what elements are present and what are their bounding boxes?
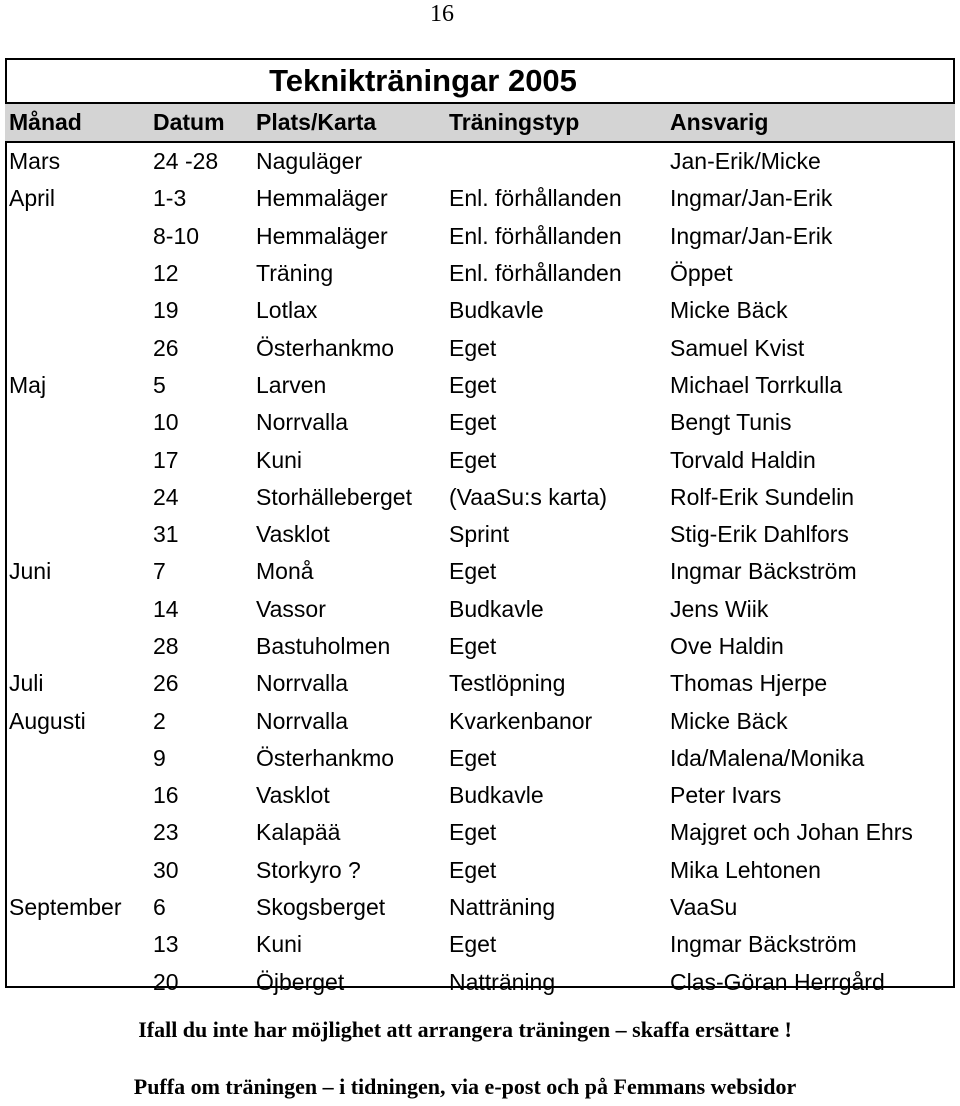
cell-month xyxy=(5,255,153,292)
cell-date: 19 xyxy=(153,297,179,324)
cell-date: 20 xyxy=(153,968,179,995)
table-row xyxy=(5,628,955,665)
cell-responsible: Michael Torrkulla xyxy=(670,371,843,398)
cell-place: Norrvalla xyxy=(256,409,349,436)
cell-responsible: Stig-Erik Dahlfors xyxy=(670,521,849,548)
cell-month xyxy=(5,404,153,441)
cell-training-type: Eget xyxy=(449,744,497,771)
cell-month: Maj xyxy=(9,371,47,398)
schedule-table xyxy=(5,102,955,1001)
cell-training-type: Eget xyxy=(449,371,497,398)
cell-month xyxy=(5,777,153,814)
table-row xyxy=(5,292,955,329)
cell-responsible: Öppet xyxy=(670,260,733,287)
cell-month xyxy=(5,814,153,851)
cell-responsible: Jens Wiik xyxy=(670,595,769,622)
cell-date: 26 xyxy=(153,334,179,361)
cell-date: 28 xyxy=(153,633,179,659)
cell-training-type: Enl. förhållanden xyxy=(449,185,622,212)
table-row xyxy=(5,479,955,516)
cell-place: Skogsberget xyxy=(256,894,386,921)
cell-place: Storkyro ? xyxy=(256,856,361,883)
table-row xyxy=(5,553,955,590)
cell-month xyxy=(5,218,153,255)
cell-date: 30 xyxy=(153,856,179,883)
cell-training-type: Enl. förhållanden xyxy=(449,260,622,287)
column-header-month: Månad xyxy=(5,103,153,142)
cell-training-type: Eget xyxy=(449,856,497,883)
cell-place: Vasklot xyxy=(256,521,330,548)
cell-place: Bastuholmen xyxy=(256,633,391,659)
cell-date: 24 -28 xyxy=(153,148,219,175)
cell-month xyxy=(5,292,153,329)
cell-training-type: Enl. förhållanden xyxy=(449,222,622,249)
column-header-date: Datum xyxy=(153,103,256,142)
cell-date: 8-10 xyxy=(153,222,200,249)
cell-responsible: Majgret och Johan Ehrs xyxy=(670,819,913,846)
cell-month xyxy=(5,740,153,777)
cell-date: 14 xyxy=(153,595,179,622)
cell-training-type: Eget xyxy=(449,819,497,846)
cell-date: 23 xyxy=(153,819,179,846)
promotion-note: Puffa om träningen – i tidningen, via e-post och på Femmans websidor xyxy=(133,1074,797,1099)
column-header-responsible: Ansvarig xyxy=(670,103,955,142)
cell-month xyxy=(5,964,153,1001)
cell-training-type: (VaaSu:s karta) xyxy=(449,483,608,510)
cell-training-type: Eget xyxy=(449,558,497,585)
cell-month xyxy=(5,591,153,628)
cell-place: Norrvalla xyxy=(256,707,349,734)
cell-date: 5 xyxy=(153,371,166,398)
cell-place: Naguläger xyxy=(256,148,363,175)
table-row xyxy=(5,516,955,553)
cell-training-type: Budkavle xyxy=(449,595,544,622)
cell-place: Lotlax xyxy=(256,297,318,324)
page-title: Teknikträningar 2005 xyxy=(269,63,577,98)
cell-month xyxy=(5,852,153,889)
cell-month: Augusti xyxy=(9,707,86,734)
cell-responsible: Rolf-Erik Sundelin xyxy=(670,483,855,510)
cell-place: Vasklot xyxy=(256,782,330,809)
cell-training-type: Sprint xyxy=(449,521,510,548)
cell-place: Träning xyxy=(256,260,334,287)
cell-date: 24 xyxy=(153,483,179,510)
cell-place: Österhankmo xyxy=(256,334,395,361)
cell-place: Norrvalla xyxy=(256,670,349,697)
cell-month: Juli xyxy=(9,670,44,697)
cell-responsible: Samuel Kvist xyxy=(670,334,805,361)
cell-responsible: Bengt Tunis xyxy=(670,409,792,436)
column-header-training-type: Träningstyp xyxy=(449,103,670,142)
header-row xyxy=(5,103,955,142)
column-header-place: Plats/Karta xyxy=(256,103,449,142)
cell-training-type xyxy=(449,142,670,180)
cell-month: Mars xyxy=(9,148,61,175)
cell-training-type: Testlöpning xyxy=(449,670,566,697)
cell-month: Juni xyxy=(9,558,52,585)
table-row xyxy=(5,926,955,963)
cell-date: 13 xyxy=(153,931,179,958)
cell-training-type: Natträning xyxy=(449,894,556,921)
cell-responsible: Micke Bäck xyxy=(670,297,788,324)
cell-responsible: Torvald Haldin xyxy=(670,446,816,473)
cell-month xyxy=(5,479,153,516)
page-number: 16 xyxy=(430,1,454,27)
cell-training-type: Natträning xyxy=(449,968,556,995)
table-row xyxy=(5,404,955,441)
cell-responsible: Jan-Erik/Micke xyxy=(670,148,821,175)
cell-date: 7 xyxy=(153,558,166,585)
table-row xyxy=(5,740,955,777)
cell-responsible: Ingmar/Jan-Erik xyxy=(670,222,833,249)
cell-month xyxy=(5,516,153,553)
cell-responsible: Mika Lehtonen xyxy=(670,856,821,883)
table-row xyxy=(5,814,955,851)
cell-place: Vassor xyxy=(256,595,326,622)
table-row xyxy=(5,964,955,1001)
cell-training-type: Eget xyxy=(449,931,497,958)
table-row xyxy=(5,441,955,478)
cell-responsible: Ingmar Bäckström xyxy=(670,931,857,958)
cell-place: Öjberget xyxy=(256,968,345,995)
cell-date: 17 xyxy=(153,446,179,473)
cell-date: 10 xyxy=(153,409,179,436)
cell-place: Hemmaläger xyxy=(256,185,388,212)
cell-responsible: Clas-Göran Herrgård xyxy=(670,968,885,995)
table-row xyxy=(5,889,955,926)
cell-responsible: Ida/Malena/Monika xyxy=(670,744,865,771)
cell-date: 31 xyxy=(153,521,179,548)
cell-training-type: Budkavle xyxy=(449,782,544,809)
cell-date: 12 xyxy=(153,260,179,287)
cell-place: Storhälleberget xyxy=(256,483,412,510)
table-row xyxy=(5,218,955,255)
cell-date: 2 xyxy=(153,707,166,734)
cell-month xyxy=(5,329,153,366)
cell-training-type: Eget xyxy=(449,446,497,473)
cell-responsible: VaaSu xyxy=(670,894,738,921)
cell-place: Kuni xyxy=(256,446,303,473)
table-row xyxy=(5,777,955,814)
cell-place: Österhankmo xyxy=(256,744,395,771)
cell-date: 6 xyxy=(153,894,166,921)
cell-date: 1-3 xyxy=(153,185,187,212)
cell-place: Kalapää xyxy=(256,819,341,846)
cell-month: September xyxy=(9,894,122,921)
cell-responsible: Ingmar Bäckström xyxy=(670,558,857,585)
cell-training-type: Eget xyxy=(449,409,497,436)
cell-month xyxy=(5,628,153,665)
table-row xyxy=(5,180,955,217)
cell-responsible: Ove Haldin xyxy=(670,633,784,659)
substitute-note: Ifall du inte har möjlighet att arrangera träningen – skaffa ersättare ! xyxy=(138,1017,792,1042)
table-row xyxy=(5,329,955,366)
cell-responsible: Micke Bäck xyxy=(670,707,788,734)
cell-month xyxy=(5,926,153,963)
table-row xyxy=(5,591,955,628)
cell-training-type: Kvarkenbanor xyxy=(449,707,593,734)
cell-training-type: Eget xyxy=(449,633,497,659)
cell-month xyxy=(5,441,153,478)
cell-place: Hemmaläger xyxy=(256,222,388,249)
cell-responsible: Peter Ivars xyxy=(670,782,782,809)
cell-place: Kuni xyxy=(256,931,303,958)
cell-date: 16 xyxy=(153,782,179,809)
cell-responsible: Thomas Hjerpe xyxy=(670,670,828,697)
cell-place: Larven xyxy=(256,371,327,398)
cell-date: 9 xyxy=(153,744,166,771)
table-row xyxy=(5,142,955,180)
cell-training-type: Budkavle xyxy=(449,297,544,324)
table-row xyxy=(5,852,955,889)
cell-month: April xyxy=(9,185,56,212)
table-row xyxy=(5,665,955,702)
table-row xyxy=(5,702,955,739)
cell-place: Monå xyxy=(256,558,314,585)
table-row xyxy=(5,255,955,292)
cell-training-type: Eget xyxy=(449,334,497,361)
cell-date: 26 xyxy=(153,670,179,697)
table-row xyxy=(5,367,955,404)
cell-responsible: Ingmar/Jan-Erik xyxy=(670,185,833,212)
